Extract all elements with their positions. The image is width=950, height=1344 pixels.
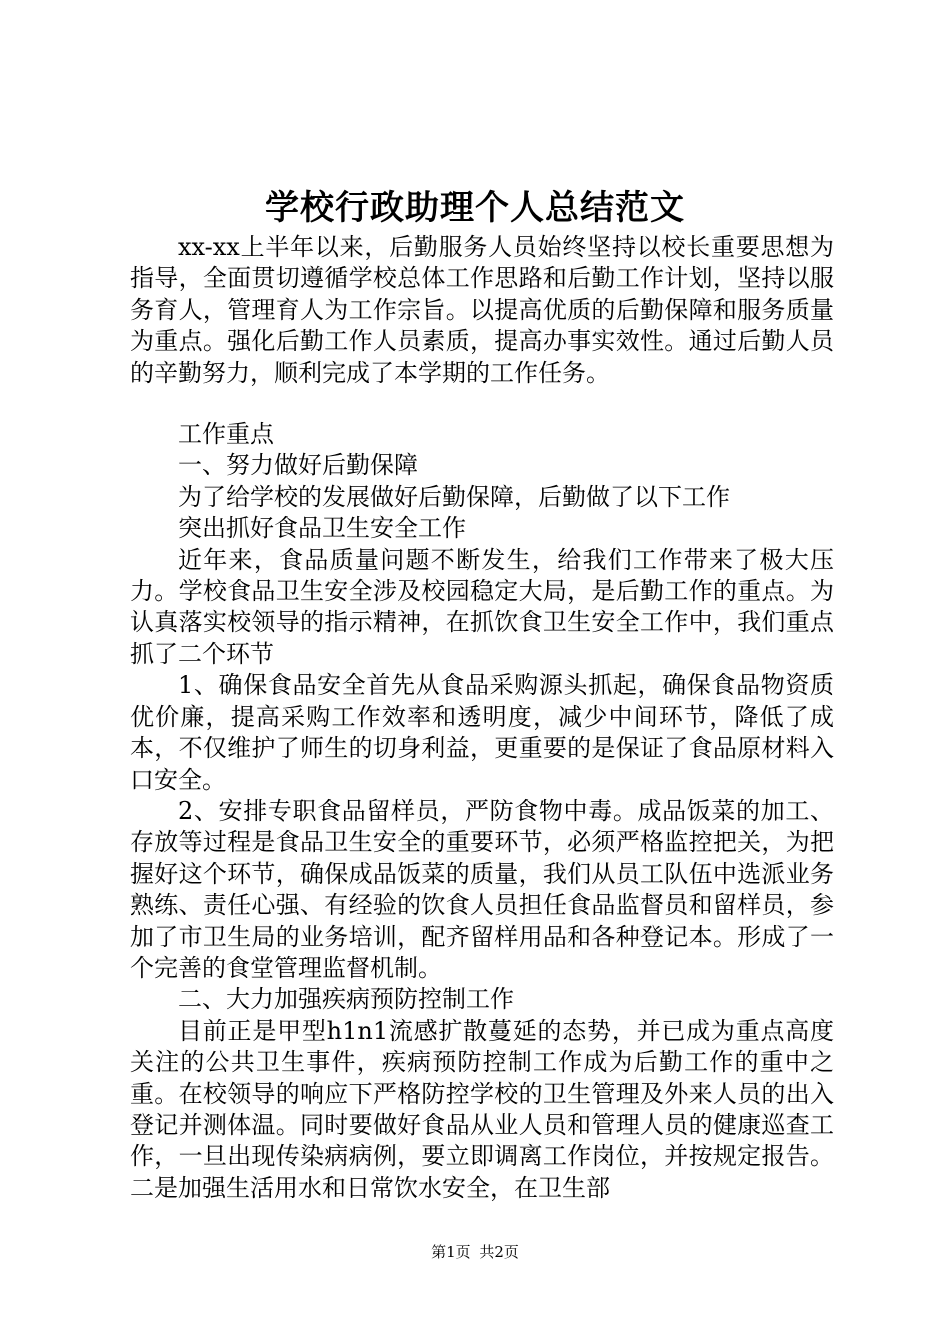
paragraph-item-2: 2、安排专职食品留样员，严防食物中毒。成品饭菜的加工、存放等过程是食品卫生安全的重要环节，必须严格监控把关，为把握好这个环节，确保成品饭菜的质量，我们从员工队伍中选派业务熟练、责任心强、有经验的饮食人员担任食品监督员和留样员，参加了市卫生局的业务培训，配齐留样用品和各种登记本。形成了一个完善的食堂管理监督机制。 <box>130 796 834 982</box>
paragraph-item-1: 1、确保食品安全首先从食品采购源头抓起，确保食品物资质优价廉，提高采购工作效率和透明度，减少中间环节，降低了成本，不仅维护了师生的切身利益，更重要的是保证了食品原材料入口安全。 <box>130 671 834 794</box>
page-number-current: 第1页 <box>431 1243 471 1261</box>
document-title: 学校行政助理个人总结范文 <box>265 188 685 228</box>
heading-logistics-guarantee: 一、努力做好后勤保障 <box>178 451 418 480</box>
paragraph-logistics-work: 为了给学校的发展做好后勤保障，后勤做了以下工作 <box>178 482 730 511</box>
document-body <box>130 232 834 1204</box>
heading-work-focus: 工作重点 <box>178 420 274 449</box>
page-footer <box>0 1241 950 1263</box>
heading-disease-prevention: 二、大力加强疾病预防控制工作 <box>178 985 514 1014</box>
paragraph-intro: xx-xx上半年以来，后勤服务人员始终坚持以校长重要思想为指导，全面贯切遵循学校总体工作思路和后勤工作计划，坚持以服务育人，管理育人为工作宗旨。以提高优质的后勤保障和服务质量为重点。强化后勤工作人员素质，提高办事实效性。通过后勤人员的辛勤努力，顺利完成了本学期的工作任务。 <box>130 233 834 387</box>
paragraph-disease-prevention: 目前正是甲型h1n1流感扩散蔓延的态势，并已成为重点高度关注的公共卫生事件，疾病预防控制工作成为后勤工作的重中之重。在校领导的响应下严格防控学校的卫生管理及外来人员的出入登记并测体温。同时要做好食品从业人员和管理人员的健康巡查工作，一旦出现传染病病例，要立即调离工作岗位，并按规定报告。二是加强生活用水和日常饮水安全，在卫生部 <box>130 1016 834 1202</box>
heading-food-safety: 突出抓好食品卫生安全工作 <box>178 514 466 543</box>
page-number-total: 共2页 <box>479 1243 519 1261</box>
paragraph-food-safety: 近年来，食品质量问题不断发生，给我们工作带来了极大压力。学校食品卫生安全涉及校园稳定大局，是后勤工作的重点。为认真落实校领导的指示精神，在抓饮食卫生安全工作中，我们重点抓了二个环节 <box>130 545 834 668</box>
